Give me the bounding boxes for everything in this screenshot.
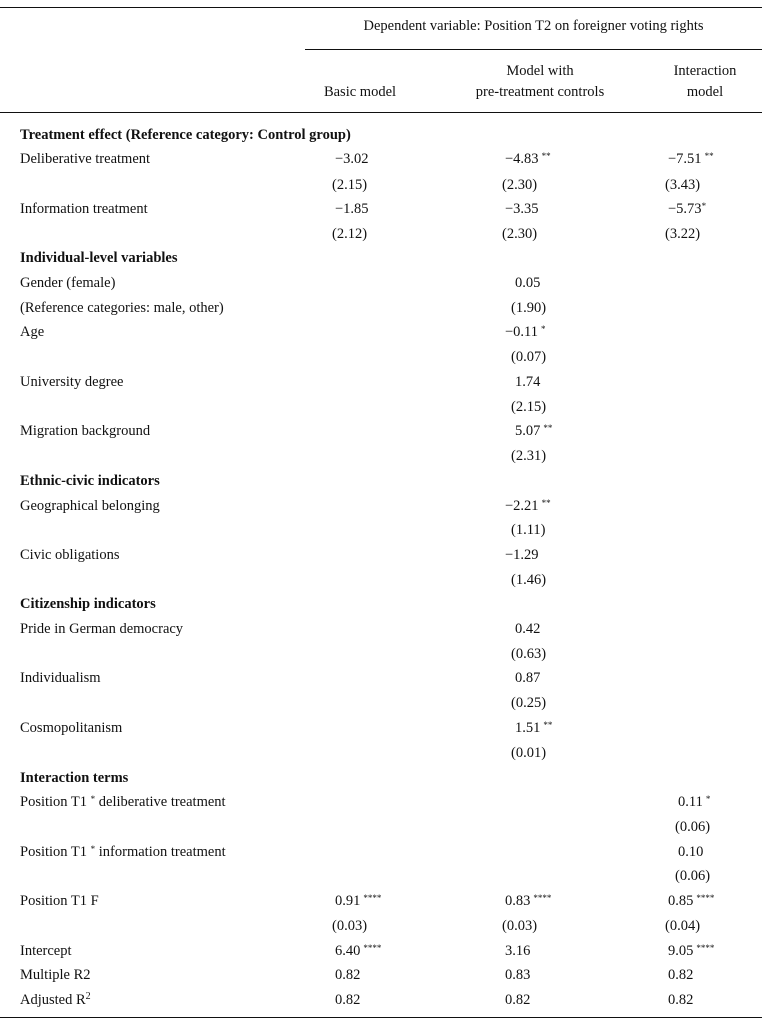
cell-adjr2-c3: 0.82 — [668, 992, 694, 1008]
cell-migr-c2: 5.07 ** — [515, 423, 553, 439]
cell-migr-se2: (2.31) — [511, 448, 547, 464]
section-individual: Individual-level variables — [20, 250, 178, 266]
cell-intercept-c3: 9.05 **** — [668, 943, 715, 959]
cell-int-delib-se3: (0.06) — [675, 819, 711, 835]
row-label-migration: Migration background — [20, 423, 151, 439]
cell-geo-se2: (1.11) — [511, 522, 546, 538]
row-label-individualism: Individualism — [20, 670, 101, 686]
section-citizenship: Citizenship indicators — [20, 596, 156, 612]
row-label-position-t1: Position T1 F — [20, 893, 99, 909]
row-label-int-deliberative: Position T1 * deliberative treatment — [20, 794, 226, 810]
cell-info-se1: (2.12) — [332, 226, 368, 242]
cell-post1-se1: (0.03) — [332, 918, 368, 934]
cell-info-c3: −5.73* — [668, 201, 707, 217]
cell-r2-c2: 0.83 — [505, 967, 531, 983]
row-label-gender: Gender (female) — [20, 275, 116, 291]
cell-delib-se3: (3.43) — [665, 177, 701, 193]
cell-gender-c2: 0.05 — [515, 275, 541, 291]
col-basic-model-header: Basic model — [323, 84, 397, 100]
row-label-cosmopolitanism: Cosmopolitanism — [20, 720, 123, 736]
cell-delib-c2: −4.83 ** — [505, 151, 551, 167]
row-label-int-information: Position T1 * information treatment — [20, 844, 226, 860]
cell-indiv-se2: (0.25) — [511, 695, 547, 711]
col-controls-header-line2: pre-treatment controls — [475, 84, 605, 100]
cell-post1-c1: 0.91 **** — [335, 893, 382, 909]
row-label-age: Age — [20, 324, 45, 340]
cell-univ-c2: 1.74 — [515, 374, 541, 390]
row-label-deliberative: Deliberative treatment — [20, 151, 151, 167]
col-interaction-header-line2: model — [686, 84, 724, 100]
cell-post1-c2: 0.83 **** — [505, 893, 552, 909]
cell-delib-c1: −3.02 — [335, 151, 369, 167]
header-bottom-rule — [0, 112, 762, 113]
cell-info-se3: (3.22) — [665, 226, 701, 242]
cell-univ-se2: (2.15) — [511, 399, 547, 415]
row-label-adjusted-r2: Adjusted $R^2$ — [20, 991, 91, 1008]
dependent-variable-header: Dependent variable: Position T2 on foreigner voting rights — [363, 18, 704, 34]
row-label-civic: Civic obligations — [20, 547, 120, 563]
cell-int-delib-c3: 0.11 * — [678, 794, 711, 810]
cell-delib-c3: −7.51 ** — [668, 151, 714, 167]
cell-adjr2-c2: 0.82 — [505, 992, 531, 1008]
row-label-pride: Pride in German democracy — [20, 621, 184, 637]
top-rule — [0, 7, 762, 8]
cell-indiv-c2: 0.87 — [515, 670, 541, 686]
cell-cosmo-c2: 1.51 ** — [515, 720, 553, 736]
bottom-rule — [0, 1017, 762, 1018]
cell-info-c2: −3.35 — [505, 201, 539, 217]
cell-gender-se2: (1.90) — [511, 300, 547, 316]
cell-adjr2-c1: 0.82 — [335, 992, 361, 1008]
cell-age-c2: −0.11 * — [505, 324, 546, 340]
cell-geo-c2: −2.21 ** — [505, 498, 551, 514]
cell-delib-se1: (2.15) — [332, 177, 368, 193]
row-label-gender-ref: (Reference categories: male, other) — [20, 300, 224, 316]
section-treatment: Treatment effect (Reference category: Control group) — [20, 127, 351, 143]
cell-civic-c2: −1.29 — [505, 547, 539, 563]
cell-info-se2: (2.30) — [502, 226, 538, 242]
header-mid-rule — [305, 49, 762, 50]
row-label-university: University degree — [20, 374, 124, 390]
cell-r2-c3: 0.82 — [668, 967, 694, 983]
col-controls-header-line1: Model with — [506, 63, 574, 79]
cell-int-info-se3: (0.06) — [675, 868, 711, 884]
row-label-information: Information treatment — [20, 201, 148, 217]
row-label-intercept: Intercept — [20, 943, 72, 959]
cell-civic-se2: (1.46) — [511, 572, 547, 588]
cell-age-se2: (0.07) — [511, 349, 547, 365]
cell-intercept-c2: 3.16 — [505, 943, 531, 959]
cell-post1-c3: 0.85 **** — [668, 893, 715, 909]
cell-delib-se2: (2.30) — [502, 177, 538, 193]
cell-pride-se2: (0.63) — [511, 646, 547, 662]
cell-post1-se3: (0.04) — [665, 918, 701, 934]
cell-int-info-c3: 0.10 — [678, 844, 704, 860]
cell-pride-c2: 0.42 — [515, 621, 541, 637]
cell-cosmo-se2: (0.01) — [511, 745, 547, 761]
cell-post1-se2: (0.03) — [502, 918, 538, 934]
cell-r2-c1: 0.82 — [335, 967, 361, 983]
row-label-multiple-r2: Multiple R2 — [20, 967, 91, 983]
section-ethnic-civic: Ethnic-civic indicators — [20, 473, 160, 489]
section-interaction: Interaction terms — [20, 770, 129, 786]
row-label-geographical: Geographical belonging — [20, 498, 160, 514]
col-interaction-header-line1: Interaction — [673, 63, 737, 79]
cell-info-c1: −1.85 — [335, 201, 369, 217]
cell-intercept-c1: 6.40 **** — [335, 943, 382, 959]
